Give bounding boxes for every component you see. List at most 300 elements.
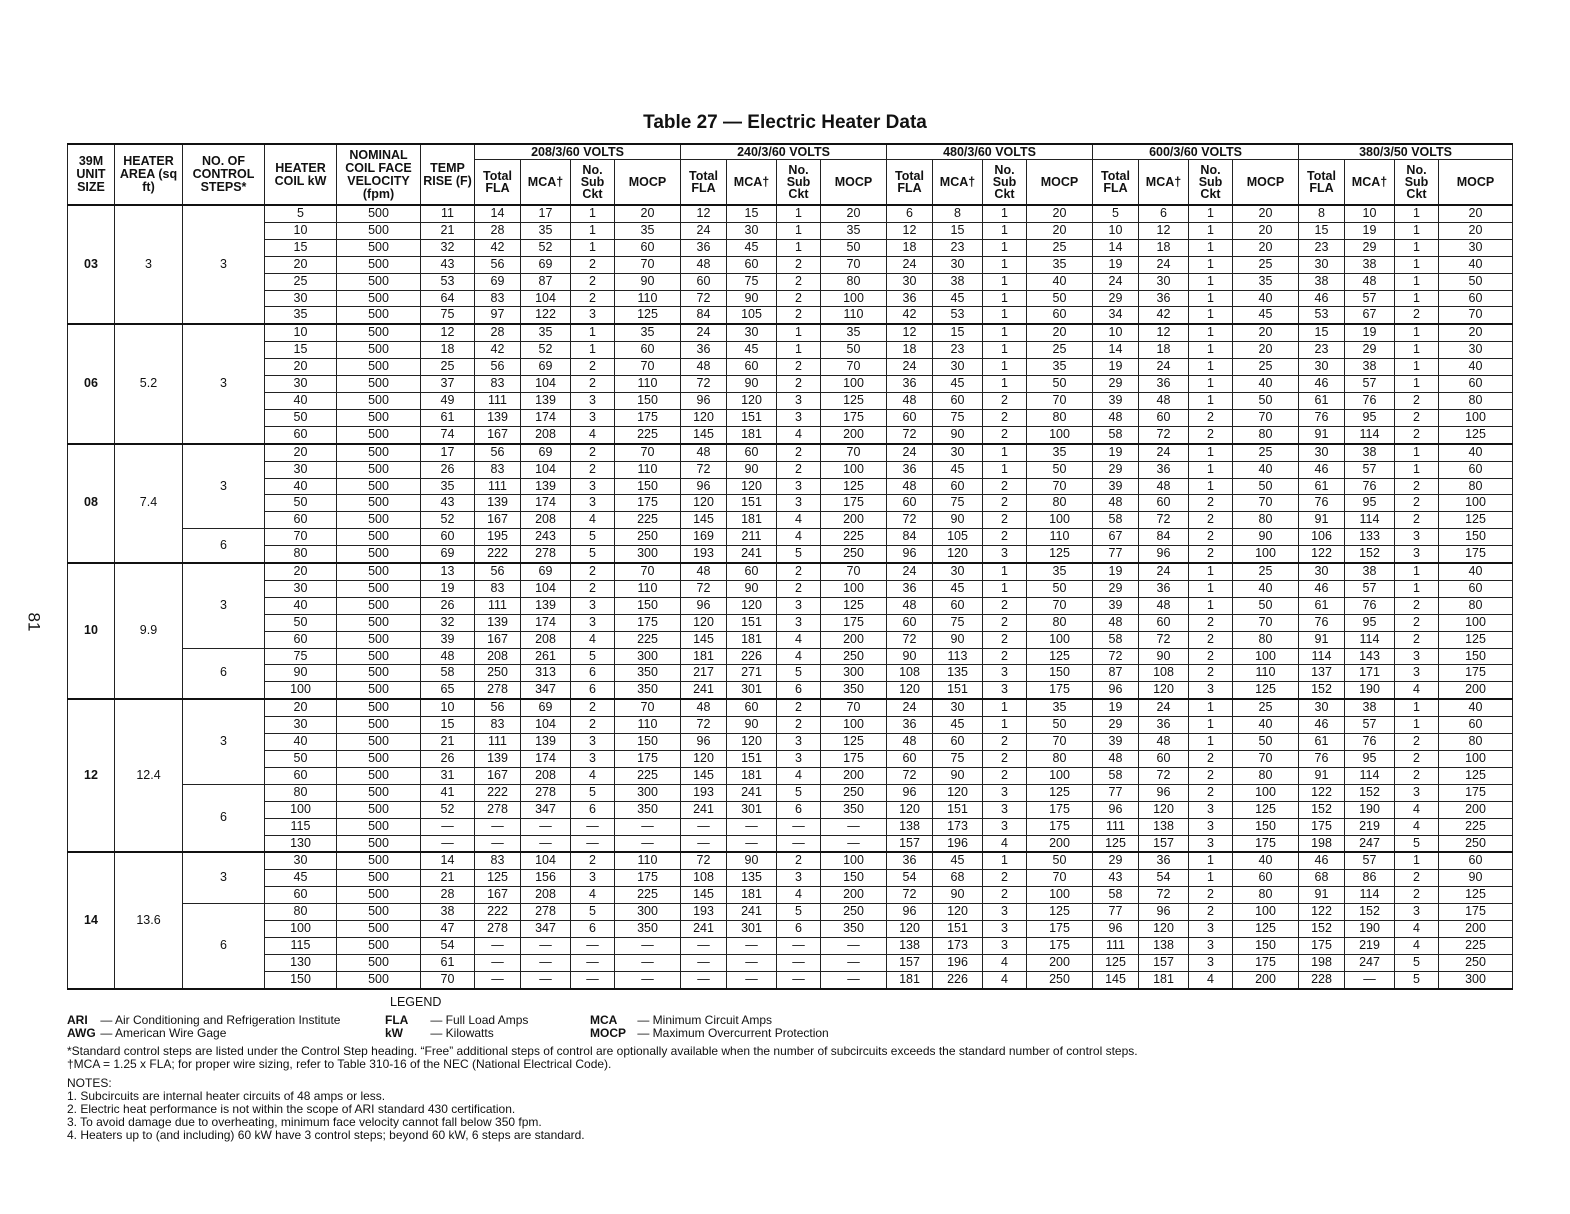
table-cell: 72 [1139, 512, 1189, 529]
table-cell: 19 [1345, 324, 1395, 341]
table-cell: 90 [615, 273, 681, 290]
table-cell: 23 [933, 239, 983, 256]
table-cell: 241 [727, 546, 777, 563]
table-cell: 20 [1439, 222, 1513, 239]
table-cell: 4 [777, 512, 821, 529]
table-cell: 69 [521, 699, 571, 716]
table-cell: 38 [1345, 359, 1395, 376]
table-cell: 50 [1027, 717, 1093, 734]
table-cell: 125 [1233, 801, 1299, 818]
table-cell: 70 [1027, 734, 1093, 751]
table-cell: 20 [265, 256, 337, 273]
table-cell: 24 [681, 324, 727, 341]
table-cell: 200 [821, 767, 887, 784]
table-cell: 90 [265, 665, 337, 682]
table-cell: 500 [337, 444, 421, 461]
header-sub-column: Total FLA [1299, 160, 1345, 206]
table-cell: 200 [821, 631, 887, 648]
control-steps-cell: 6 [183, 648, 265, 699]
table-row [68, 290, 1513, 307]
table-cell: 169 [681, 529, 727, 546]
table-cell: 36 [887, 580, 933, 597]
table-cell: 19 [1093, 444, 1139, 461]
table-cell: 95 [1345, 409, 1395, 426]
table-cell: 125 [615, 307, 681, 324]
table-cell: 17 [421, 444, 475, 461]
table-cell: 12 [421, 324, 475, 341]
table-cell: 60 [933, 597, 983, 614]
table-cell: 350 [821, 921, 887, 938]
table-cell: 120 [681, 751, 727, 768]
table-cell: — [421, 818, 475, 835]
table-cell: 139 [475, 409, 521, 426]
table-cell: 100 [1233, 784, 1299, 801]
table-cell: 70 [1027, 870, 1093, 887]
table-cell: 35 [821, 222, 887, 239]
table-cell: 122 [1299, 784, 1345, 801]
table-cell: 4 [777, 767, 821, 784]
table-cell: 500 [337, 205, 421, 222]
table-cell: 15 [421, 717, 475, 734]
table-cell: 125 [1027, 648, 1093, 665]
table-cell: 4 [571, 512, 615, 529]
table-cell: 48 [887, 392, 933, 409]
table-cell: 40 [1439, 444, 1513, 461]
table-cell: 3 [571, 409, 615, 426]
header-sub-column: No. Sub Ckt [983, 160, 1027, 206]
table-cell: 104 [521, 580, 571, 597]
table-cell: 104 [521, 852, 571, 869]
table-row [68, 409, 1513, 426]
table-cell: 2 [983, 648, 1027, 665]
table-cell: 2 [983, 426, 1027, 443]
table-cell: 301 [727, 801, 777, 818]
table-cell: 100 [1027, 767, 1093, 784]
table-cell: 167 [475, 631, 521, 648]
table-cell: 18 [421, 342, 475, 359]
table-cell: 225 [1439, 818, 1513, 835]
table-cell: 1 [1395, 256, 1439, 273]
table-cell: 70 [421, 971, 475, 988]
table-cell: 15 [265, 342, 337, 359]
header-heater-coil: HEATER COIL kW [265, 144, 337, 205]
table-cell: 151 [933, 801, 983, 818]
table-row [68, 307, 1513, 324]
table-cell: 193 [681, 904, 727, 921]
table-cell: 8 [933, 205, 983, 222]
table-cell: 3 [1189, 818, 1233, 835]
table-cell: 200 [1027, 835, 1093, 852]
table-cell: 26 [421, 597, 475, 614]
table-cell: 2 [571, 376, 615, 393]
table-cell: 104 [521, 290, 571, 307]
table-cell: 250 [821, 648, 887, 665]
table-cell: 125 [1439, 512, 1513, 529]
table-cell: 30 [1439, 342, 1513, 359]
table-cell: 39 [421, 631, 475, 648]
table-cell: 100 [1027, 887, 1093, 904]
table-cell: 150 [1439, 529, 1513, 546]
table-cell: 48 [887, 597, 933, 614]
table-cell: 2 [1189, 426, 1233, 443]
table-cell: 56 [475, 256, 521, 273]
table-cell: 120 [1139, 682, 1189, 699]
table-cell: 96 [681, 734, 727, 751]
table-cell: 29 [1093, 580, 1139, 597]
table-cell: 3 [1189, 682, 1233, 699]
table-cell: 30 [1299, 444, 1345, 461]
table-cell: 100 [265, 682, 337, 699]
table-cell: 225 [615, 512, 681, 529]
table-cell: 12 [1139, 222, 1189, 239]
table-row [68, 665, 1513, 682]
table-cell: 2 [1395, 495, 1439, 512]
table-cell: 35 [1027, 256, 1093, 273]
table-cell: 500 [337, 734, 421, 751]
table-cell: — [571, 937, 615, 954]
table-cell: 100 [265, 801, 337, 818]
table-cell: 3 [1395, 648, 1439, 665]
table-cell: 30 [1299, 563, 1345, 580]
table-cell: 2 [777, 699, 821, 716]
table-cell: 2 [571, 359, 615, 376]
table-row [68, 784, 1513, 801]
table-cell: 46 [1299, 461, 1345, 478]
table-cell: 3 [983, 784, 1027, 801]
table-cell: 18 [1139, 342, 1189, 359]
table-cell: 500 [337, 409, 421, 426]
table-cell: 100 [1439, 614, 1513, 631]
table-cell: 1 [1189, 392, 1233, 409]
table-cell: 24 [1139, 256, 1189, 273]
table-cell: 114 [1345, 631, 1395, 648]
table-cell: 60 [727, 359, 777, 376]
table-cell: 198 [1299, 954, 1345, 971]
table-cell: 200 [1233, 971, 1299, 988]
table-cell: 2 [1395, 597, 1439, 614]
header-sub-column: Total FLA [475, 160, 521, 206]
table-cell: 1 [1395, 580, 1439, 597]
table-cell: 61 [1299, 478, 1345, 495]
table-cell: 500 [337, 273, 421, 290]
table-cell: — [475, 937, 521, 954]
table-row [68, 717, 1513, 734]
table-cell: 50 [1027, 376, 1093, 393]
heater-area-cell: 7.4 [115, 444, 183, 563]
table-cell: 35 [1027, 359, 1093, 376]
table-cell: 60 [1439, 717, 1513, 734]
table-row [68, 852, 1513, 869]
table-cell: 2 [1395, 392, 1439, 409]
table-cell: 95 [1345, 614, 1395, 631]
table-cell: 4 [1395, 801, 1439, 818]
table-cell: 90 [727, 461, 777, 478]
table-cell: 75 [933, 495, 983, 512]
table-cell: 83 [475, 461, 521, 478]
table-cell: 61 [1299, 734, 1345, 751]
table-cell: — [571, 818, 615, 835]
table-cell: 1 [1395, 273, 1439, 290]
table-cell: 3 [571, 392, 615, 409]
table-cell: 70 [1233, 751, 1299, 768]
table-cell: 40 [1439, 563, 1513, 580]
table-cell: 175 [1027, 682, 1093, 699]
table-cell: — [571, 835, 615, 852]
table-cell: 4 [777, 631, 821, 648]
table-cell: 278 [475, 801, 521, 818]
legend-item: FLA — Full Load Amps [385, 1013, 529, 1027]
table-cell: 30 [933, 256, 983, 273]
table-cell: 241 [727, 904, 777, 921]
table-cell: 500 [337, 717, 421, 734]
table-cell: 40 [1233, 580, 1299, 597]
header-heater-area: HEATER AREA (sq ft) [115, 144, 183, 205]
table-cell: 350 [615, 921, 681, 938]
table-cell: 39 [1093, 392, 1139, 409]
table-cell: 2 [571, 563, 615, 580]
table-cell: 114 [1345, 512, 1395, 529]
table-cell: 3 [777, 870, 821, 887]
table-cell: 200 [1439, 801, 1513, 818]
table-cell: 2 [1189, 546, 1233, 563]
table-cell: 50 [821, 342, 887, 359]
table-cell: 208 [521, 631, 571, 648]
table-cell: 3 [571, 870, 615, 887]
table-cell: 100 [1439, 409, 1513, 426]
table-cell: — [521, 937, 571, 954]
table-cell: 500 [337, 376, 421, 393]
table-cell: 20 [1233, 324, 1299, 341]
table-cell: 228 [1299, 971, 1345, 988]
table-cell: 3 [983, 921, 1027, 938]
table-cell: 45 [933, 852, 983, 869]
table-cell: 5 [1093, 205, 1139, 222]
table-cell: 105 [727, 307, 777, 324]
table-cell: 3 [1189, 921, 1233, 938]
table-cell: 115 [265, 937, 337, 954]
table-cell: 90 [727, 376, 777, 393]
table-cell: 225 [1439, 937, 1513, 954]
table-cell: 60 [1439, 290, 1513, 307]
table-cell: 120 [1139, 801, 1189, 818]
table-cell: 45 [933, 580, 983, 597]
legend-item: AWG — American Wire Gage [67, 1026, 227, 1040]
table-cell: 68 [933, 870, 983, 887]
table-cell: 226 [933, 971, 983, 988]
table-cell: 6 [571, 801, 615, 818]
table-row [68, 222, 1513, 239]
footnotes [67, 1045, 1138, 1071]
table-cell: 25 [1027, 239, 1093, 256]
table-cell: 54 [887, 870, 933, 887]
table-cell: 90 [887, 648, 933, 665]
table-cell: 60 [265, 767, 337, 784]
table-cell: 4 [983, 971, 1027, 988]
table-cell: 100 [821, 717, 887, 734]
table-cell: 77 [1093, 546, 1139, 563]
table-cell: 278 [521, 546, 571, 563]
table-cell: 111 [1093, 818, 1139, 835]
table-cell: 300 [615, 784, 681, 801]
table-cell: 83 [475, 376, 521, 393]
table-cell: 173 [933, 818, 983, 835]
table-cell: 125 [1439, 631, 1513, 648]
table-cell: 10 [1093, 324, 1139, 341]
table-cell: 110 [615, 717, 681, 734]
table-cell: 75 [933, 614, 983, 631]
table-cell: — [681, 971, 727, 988]
footnote: *Standard control steps are listed under the Control Step heading. “Free” additional steps of control are optionally available when the number of subcircuits exceeds the standard number of control steps. [67, 1044, 1138, 1058]
table-cell: 91 [1299, 887, 1345, 904]
table-cell: 500 [337, 699, 421, 716]
table-cell: 69 [475, 273, 521, 290]
table-cell: 1 [1395, 359, 1439, 376]
table-cell: 110 [615, 376, 681, 393]
table-cell: 222 [475, 546, 521, 563]
table-row [68, 887, 1513, 904]
table-cell: 21 [421, 734, 475, 751]
table-cell: 167 [475, 767, 521, 784]
table-cell: 350 [615, 801, 681, 818]
table-cell: 500 [337, 904, 421, 921]
table-cell: 3 [1395, 904, 1439, 921]
note-item: 2. Electric heat performance is not within the scope of ARI standard 430 certification. [67, 1102, 516, 1116]
table-cell: 61 [421, 409, 475, 426]
table-cell: 54 [421, 937, 475, 954]
table-cell: 60 [727, 444, 777, 461]
table-cell: 175 [1439, 784, 1513, 801]
table-cell: 48 [887, 478, 933, 495]
table-cell: 196 [933, 835, 983, 852]
table-cell: 50 [265, 409, 337, 426]
table-cell: 100 [1027, 426, 1093, 443]
table-cell: 70 [615, 699, 681, 716]
table-cell: 50 [265, 751, 337, 768]
table-cell: 1 [1395, 342, 1439, 359]
table-cell: 133 [1345, 529, 1395, 546]
table-cell: 24 [1139, 563, 1189, 580]
table-cell: — [475, 954, 521, 971]
table-cell: 208 [521, 887, 571, 904]
table-cell: 152 [1345, 546, 1395, 563]
table-cell: 38 [1299, 273, 1345, 290]
table-cell: 198 [1299, 835, 1345, 852]
table-cell: 278 [521, 904, 571, 921]
table-cell: 167 [475, 512, 521, 529]
table-cell: 150 [1027, 665, 1093, 682]
table-cell: 2 [983, 495, 1027, 512]
table-cell: 2 [983, 631, 1027, 648]
table-cell: 76 [1345, 478, 1395, 495]
table-cell: 1 [1395, 290, 1439, 307]
table-cell: 500 [337, 751, 421, 768]
table-row [68, 512, 1513, 529]
header-sub-column: MOCP [615, 160, 681, 206]
table-cell: 175 [1439, 665, 1513, 682]
table-cell: 19 [1093, 256, 1139, 273]
table-cell: 48 [1093, 751, 1139, 768]
table-cell: 6 [777, 801, 821, 818]
table-cell: 48 [681, 359, 727, 376]
table-cell: 40 [265, 392, 337, 409]
table-cell: 151 [727, 495, 777, 512]
table-cell: 2 [777, 376, 821, 393]
table-cell: 120 [887, 921, 933, 938]
table-cell: 120 [681, 614, 727, 631]
table-cell: 138 [887, 818, 933, 835]
table-cell: 1 [983, 290, 1027, 307]
header-unit-size: 39M UNIT SIZE [68, 144, 115, 205]
table-cell: 1 [1395, 717, 1439, 734]
table-cell: 25 [265, 273, 337, 290]
table-cell: 19 [1093, 563, 1139, 580]
table-cell: 125 [1439, 767, 1513, 784]
table-cell: 2 [571, 444, 615, 461]
table-cell: 250 [821, 546, 887, 563]
table-cell: 1 [983, 205, 1027, 222]
control-steps-cell: 3 [183, 205, 265, 324]
table-cell: 48 [1093, 409, 1139, 426]
table-cell: 2 [1395, 631, 1439, 648]
table-cell: 60 [1139, 751, 1189, 768]
table-cell: 70 [615, 256, 681, 273]
table-cell: 80 [1439, 597, 1513, 614]
table-cell: 5 [571, 904, 615, 921]
page-number: 81 [24, 612, 44, 632]
table-cell: 39 [1093, 597, 1139, 614]
table-cell: 21 [421, 870, 475, 887]
table-cell: 1 [983, 461, 1027, 478]
table-cell: 167 [475, 426, 521, 443]
table-cell: 25 [1233, 699, 1299, 716]
table-cell: 80 [1233, 631, 1299, 648]
table-cell: 152 [1299, 801, 1345, 818]
table-cell: 45 [1233, 307, 1299, 324]
table-cell: 91 [1299, 767, 1345, 784]
table-cell: 76 [1345, 392, 1395, 409]
table-cell: 40 [1233, 461, 1299, 478]
table-cell: 1 [1189, 461, 1233, 478]
table-cell: 50 [1439, 273, 1513, 290]
table-cell: 20 [1233, 205, 1299, 222]
table-cell: — [821, 818, 887, 835]
legend-item: MOCP — Maximum Overcurrent Protection [590, 1026, 829, 1040]
table-cell: 20 [821, 205, 887, 222]
table-cell: 69 [521, 444, 571, 461]
header-voltage-group: 208/3/60 VOLTS [475, 144, 681, 160]
table-cell: 125 [1439, 426, 1513, 443]
table-cell: 3 [1189, 954, 1233, 971]
header-sub-column: MOCP [1027, 160, 1093, 206]
table-cell: 122 [1299, 904, 1345, 921]
table-cell: 31 [421, 767, 475, 784]
table-cell: 5 [1395, 954, 1439, 971]
table-cell: 1 [1395, 324, 1439, 341]
table-cell: 2 [1189, 767, 1233, 784]
table-cell: 300 [615, 904, 681, 921]
table-cell: 500 [337, 801, 421, 818]
table-cell: 19 [1093, 699, 1139, 716]
table-cell: 2 [1395, 409, 1439, 426]
table-cell: — [681, 937, 727, 954]
table-cell: 110 [615, 852, 681, 869]
table-cell: 60 [727, 563, 777, 580]
table-cell: 70 [1233, 614, 1299, 631]
table-cell: 1 [1189, 222, 1233, 239]
table-cell: 3 [983, 904, 1027, 921]
table-cell: — [777, 835, 821, 852]
table-cell: 70 [1027, 597, 1093, 614]
